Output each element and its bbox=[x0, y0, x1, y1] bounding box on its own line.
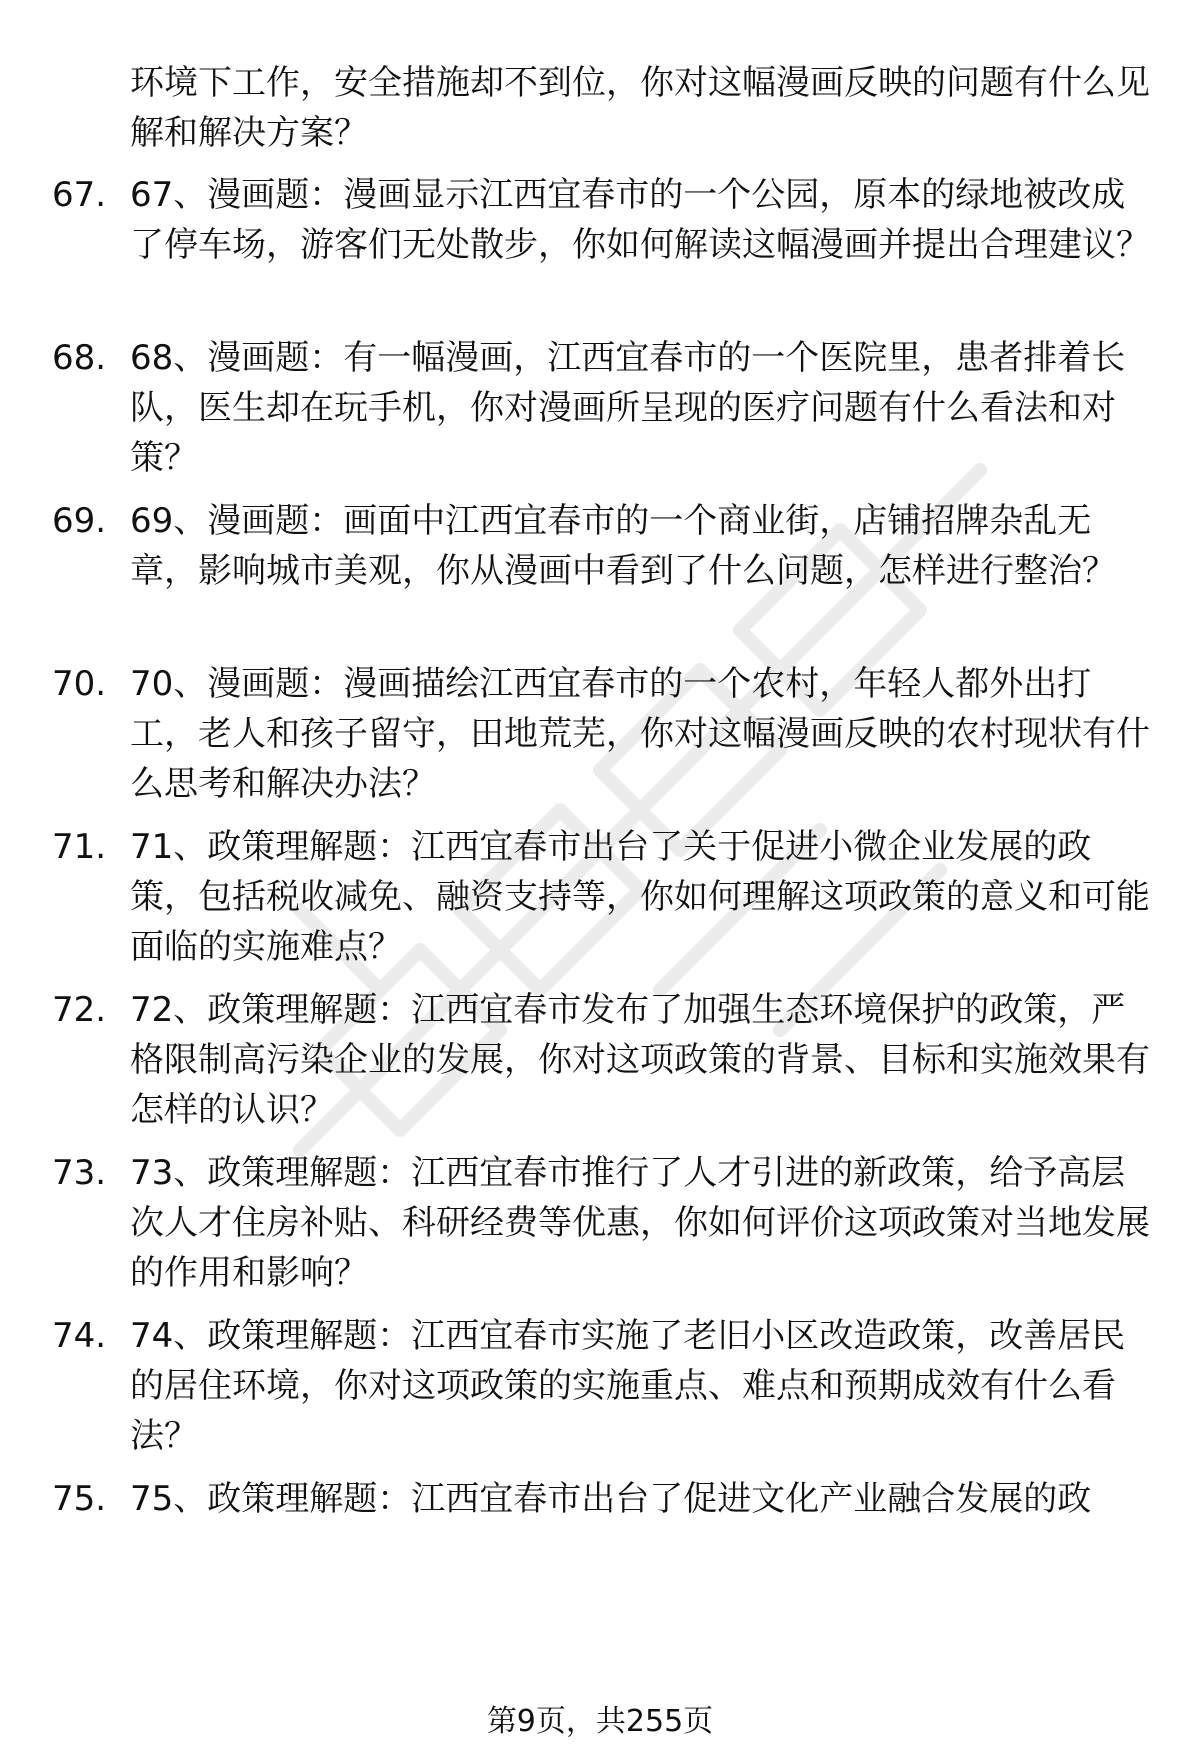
question-number: 71. bbox=[52, 827, 107, 867]
continuation-text: 环境下工作，安全措施却不到位，你对这幅漫画反映的问题有什么见解和解决方案？ bbox=[130, 63, 1150, 153]
question-item bbox=[52, 985, 1152, 1135]
question-text: 74、政策理解题：江西宜春市实施了老旧小区改造政策，改善居民的居住环境，你对这项政策的实施重点、难点和预期成效有什么看法？ bbox=[130, 1316, 1126, 1456]
question-text: 71、政策理解题：江西宜春市出台了关于促进小微企业发展的政策，包括税收减免、融资支持等，你如何理解这项政策的意义和可能面临的实施难点？ bbox=[130, 827, 1150, 967]
question-item bbox=[52, 170, 1152, 270]
question-item bbox=[52, 333, 1152, 483]
question-text: 67、漫画题：漫画显示江西宜春市的一个公园，原本的绿地被改成了停车场，游客们无处散步，你如何解读这幅漫画并提出合理建议？ bbox=[130, 175, 1150, 265]
question-item bbox=[52, 496, 1152, 596]
page-footer: 第9页，共255页 bbox=[486, 1704, 714, 1739]
question-number: 70. bbox=[52, 664, 107, 704]
question-number: 75. bbox=[52, 1479, 107, 1519]
question-item bbox=[52, 1474, 1152, 1524]
question-text: 70、漫画题：漫画描绘江西宜春市的一个农村，年轻人都外出打工，老人和孩子留守，田地荒芜，你对这幅漫画反映的农村现状有什么思考和解决办法？ bbox=[130, 664, 1150, 804]
question-text: 73、政策理解题：江西宜春市推行了人才引进的新政策，给予高层次人才住房补贴、科研经费等优惠，你如何评价这项政策对当地发展的作用和影响？ bbox=[130, 1153, 1150, 1293]
question-number: 69. bbox=[52, 501, 107, 541]
question-text: 75、政策理解题：江西宜春市出台了促进文化产业融合发展的政 bbox=[130, 1479, 1092, 1519]
question-item bbox=[52, 1311, 1152, 1461]
question-item bbox=[52, 659, 1152, 809]
question-item bbox=[52, 822, 1152, 972]
question-number: 67. bbox=[52, 175, 107, 215]
question-text: 72、政策理解题：江西宜春市发布了加强生态环境保护的政策，严格限制高污染企业的发展，你对这项政策的背景、目标和实施效果有怎样的认识？ bbox=[130, 990, 1150, 1130]
question-number: 68. bbox=[52, 338, 107, 378]
question-number: 72. bbox=[52, 990, 107, 1030]
question-number: 73. bbox=[52, 1153, 107, 1193]
question-text: 69、漫画题：画面中江西宜春市的一个商业街，店铺招牌杂乱无章，影响城市美观，你从漫画中看到了什么问题，怎样进行整治？ bbox=[130, 501, 1116, 591]
question-text: 68、漫画题：有一幅漫画，江西宜春市的一个医院里，患者排着长队，医生却在玩手机，你对漫画所呈现的医疗问题有什么看法和对策？ bbox=[130, 338, 1126, 478]
question-item bbox=[52, 1148, 1152, 1298]
question-number: 74. bbox=[52, 1316, 107, 1356]
